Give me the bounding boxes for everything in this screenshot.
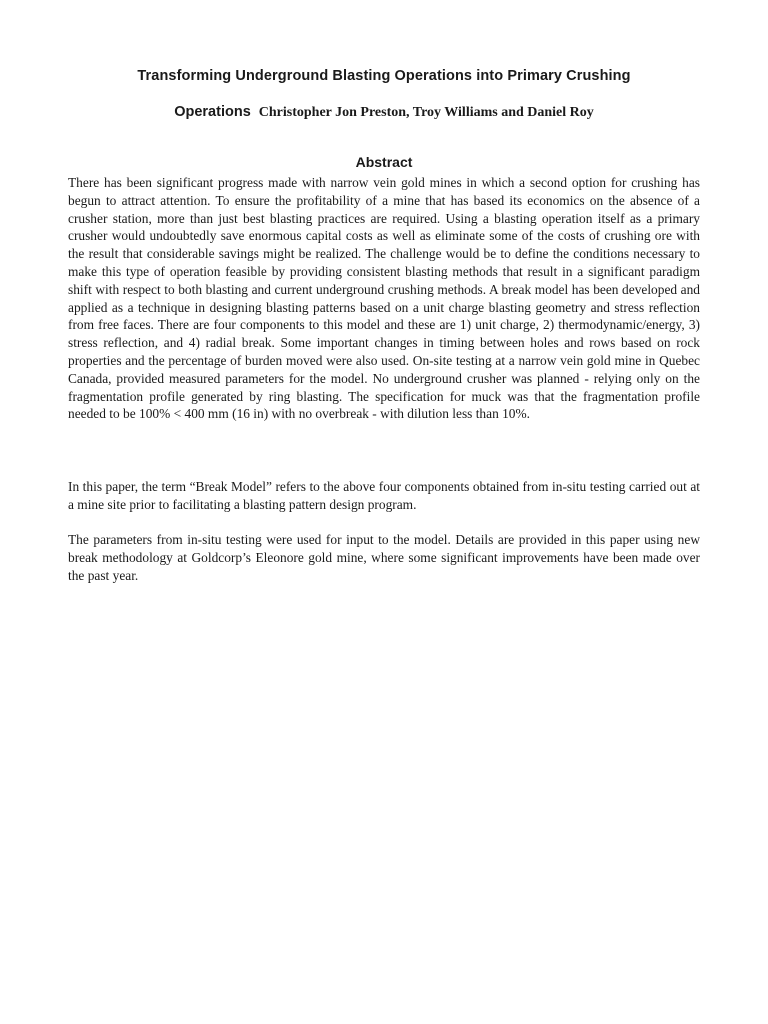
paper-title-continuation: Operations xyxy=(174,104,251,120)
paper-title: Transforming Underground Blasting Operations into Primary Crushing xyxy=(137,68,631,84)
abstract-paragraph-2: In this paper, the term “Break Model” refers to the above four components obtained from in-situ testing carried out at a mine site prior to facilitating a blasting pattern design program. xyxy=(68,479,700,512)
author-list: Christopher Jon Preston, Troy Williams and Daniel Roy xyxy=(258,105,594,120)
abstract-paragraph-1: There has been significant progress made with narrow vein gold mines in which a second option for crushing has begun to attract attention. To ensure the profitability of a mine that has based its economics on the absence of a crusher station, more than just best blasting practices are required. Using a blasting operation itself as a primary crusher would undoubtedly save enormous capital costs as well as eliminate some of the costs of crushing ore with the result that considerable savings might be realized. The challenge would be to define the conditions necessary to make this type of operation feasible by providing consistent blasting methods that result in a significant paradigm shift with respect to both blasting and current underground crushing methods. A break model has been developed and applied as a technique in designing blasting patterns based on a unit charge blasting geometry and stress reflection from free faces. There are four components to this model and these are 1) unit charge, 2) thermodynamic/energy, 3) stress reflection, and 4) radial break. Some important changes in timing between holes and rows based on rock properties and the percentage of burden moved were also used. On-site testing at a narrow vein gold mine in Quebec Canada, provided measured parameters for the model. No underground crusher was planned - relying only on the fragmentation profile generated by ring blasting. The specification for muck was that the fragmentation profile needed to be 100% < 400 mm (16 in) with no overbreak - with dilution less than 10%. xyxy=(68,175,700,422)
abstract-heading: Abstract xyxy=(355,154,413,170)
abstract-paragraph-3: The parameters from in-situ testing were used for input to the model. Details are provided in this paper using new break methodology at Goldcorp’s Eleonore gold mine, where some significant improvements have been made over the past year. xyxy=(68,532,700,583)
title-and-authors-line xyxy=(0,103,768,121)
